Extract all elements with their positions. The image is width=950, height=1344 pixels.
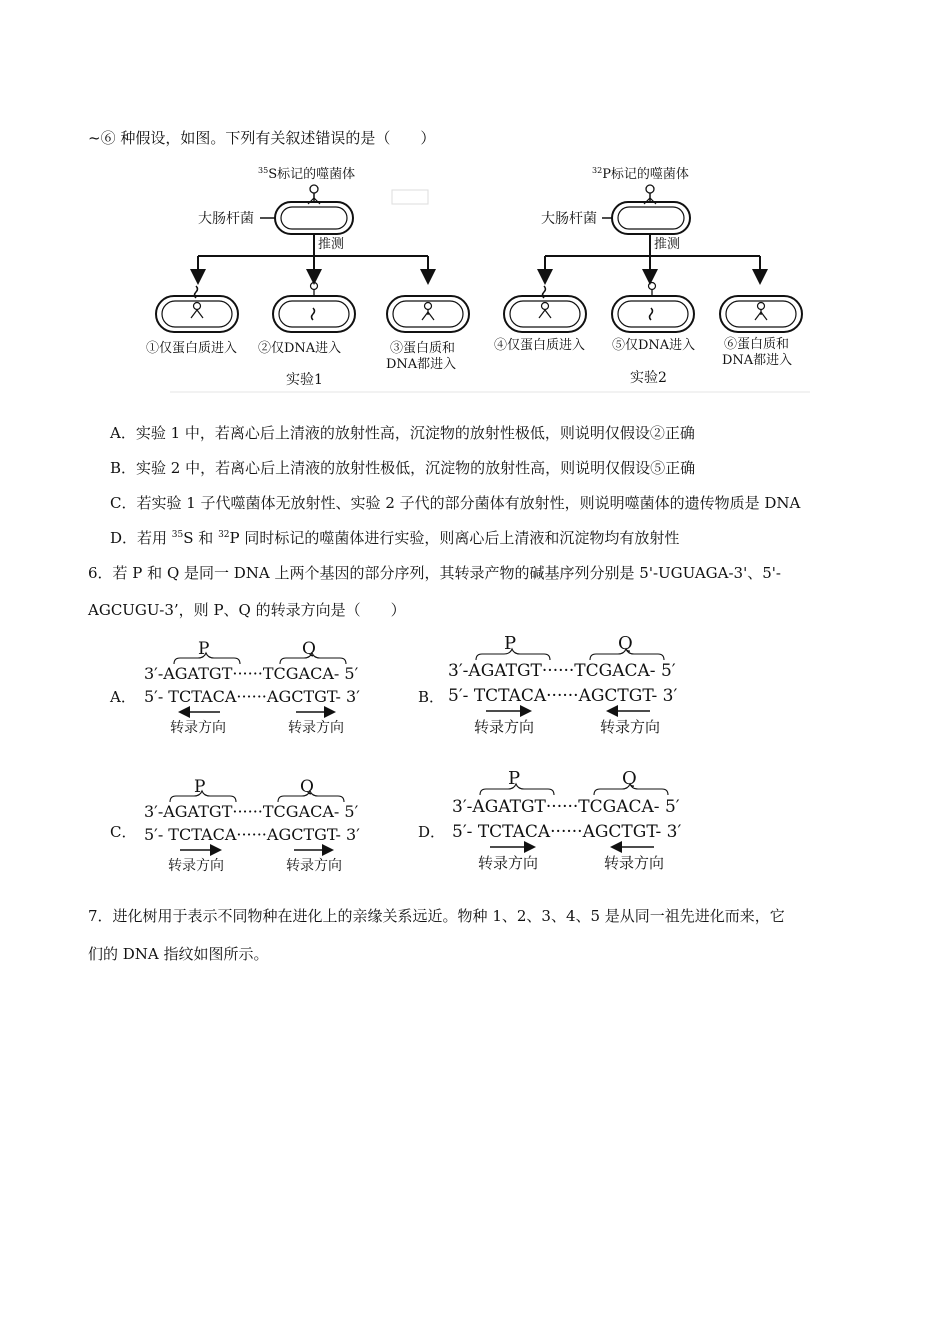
q5-option-d-sup2: 32: [218, 530, 230, 540]
b-gene-p-label: P: [504, 633, 517, 654]
exp1-case-2-cell: [273, 283, 355, 333]
exp2-host-label: 大肠杆菌: [541, 211, 597, 227]
b-top-strand: 3′-AGATGT······TCGACA- 5′: [448, 661, 676, 681]
exp2-case-6-label-line1: ⑥蛋白质和: [724, 337, 790, 352]
exp1-label: S标记的噬菌体: [268, 167, 356, 182]
c-top-strand: 3′-AGATGT······TCGACA- 5′: [144, 802, 359, 821]
exp1-title: 实验1: [286, 372, 323, 388]
exp1-case-1-cell: [156, 286, 238, 332]
q6-option-c-diagram[interactable]: [140, 774, 380, 878]
experiment-1: [146, 166, 469, 388]
q5-option-d-mid: S 和: [183, 529, 219, 547]
exp1-label-sup: 35: [258, 166, 269, 175]
exp1-case-3-cell: [387, 296, 469, 332]
exp2-infer-label: 推测: [654, 237, 681, 252]
q5-option-c[interactable]: C．若实验 1 子代噬菌体无放射性、实验 2 子代的部分菌体有放射性，则说明噬菌体的遗传物质是 DNA: [110, 494, 801, 512]
q6-option-c-label[interactable]: C．: [110, 823, 137, 841]
q6-option-d-diagram[interactable]: [448, 764, 708, 876]
question6-stem-line2: AGCUGU-3’，则 P、Q 的转录方向是（ ）: [88, 601, 406, 619]
exp2-case-5-label: ⑤仅DNA进入: [612, 338, 696, 353]
q5-option-b[interactable]: B．实验 2 中，若离心后上清液的放射性极低，沉淀物的放射性高，则说明仅假设⑤正确: [110, 459, 696, 477]
d-gene-p-label: P: [508, 768, 521, 789]
question5-intro: ~⑥ 种假设，如图。下列有关叙述错误的是（ ）: [88, 129, 436, 147]
exp2-label: P标记的噬菌体: [602, 167, 689, 182]
q6-option-a-label[interactable]: A．: [110, 688, 136, 706]
d-direction-right: 转录方向: [604, 854, 665, 872]
exp2-label-sup: 32: [592, 166, 603, 175]
exp2-title: 实验2: [630, 370, 667, 386]
c-bottom-strand: 5′- TCTACA······AGCTGT- 3′: [144, 825, 360, 844]
d-direction-left: 转录方向: [478, 854, 539, 872]
b-direction-right: 转录方向: [600, 718, 661, 736]
b-direction-left: 转录方向: [474, 718, 535, 736]
exp1-host-label: 大肠杆菌: [198, 211, 254, 227]
exp1-case-2-label: ②仅DNA进入: [258, 341, 342, 356]
q5-option-d-sup1: 35: [171, 530, 184, 540]
q6-option-b-diagram[interactable]: [444, 630, 704, 740]
exp1-case-3-label-line1: ③蛋白质和: [390, 341, 456, 356]
d-top-strand: 3′-AGATGT······TCGACA- 5′: [452, 797, 680, 817]
q6-option-d-label[interactable]: D．: [418, 823, 446, 841]
a-direction-left: 转录方向: [170, 720, 226, 736]
q5-option-d-pre: D．若用: [110, 529, 172, 547]
exp1-infer-label: 推测: [318, 237, 345, 252]
question7-stem-line1: 7．进化树用于表示不同物种在进化上的亲缘关系远近。物种 1、2、3、4、5 是从同一祖先进化而来，它: [88, 907, 785, 925]
b-gene-q-label: Q: [618, 633, 633, 654]
q6-option-b-label[interactable]: B．: [418, 688, 445, 706]
q5-option-d[interactable]: [110, 528, 679, 548]
q5-option-a[interactable]: A．实验 1 中，若离心后上清液的放射性高，沉淀物的放射性极低，则说明仅假设②正确: [110, 424, 695, 442]
a-top-strand: 3′-AGATGT······TCGACA- 5′: [144, 664, 359, 683]
a-bottom-strand: 5′- TCTACA······AGCTGT- 3′: [144, 687, 360, 706]
exp2-case-4-label: ④仅蛋白质进入: [494, 338, 586, 353]
c-gene-p-label: P: [194, 777, 206, 797]
a-gene-q-label: Q: [302, 639, 316, 659]
b-bottom-strand: 5′- TCTACA······AGCTGT- 3′: [448, 686, 678, 706]
d-bottom-strand: 5′- TCTACA······AGCTGT- 3′: [452, 822, 682, 842]
exp2-case-6-cell: [720, 296, 802, 332]
exp1-case-1-label: ①仅蛋白质进入: [146, 341, 238, 356]
question6-stem-line1: 6．若 P 和 Q 是同一 DNA 上两个基因的部分序列，其转录产物的碱基序列分别是 5'-UGUAGA-3'、5'-: [88, 564, 781, 582]
exp2-case-6-label-line2: DNA都进入: [722, 353, 793, 368]
phage-experiment-figure: [140, 160, 820, 400]
d-gene-q-label: Q: [622, 768, 637, 789]
question7-stem-line2: 们的 DNA 指纹如图所示。: [88, 945, 269, 963]
a-direction-right: 转录方向: [288, 720, 344, 736]
exp1-case-3-label-line2: DNA都进入: [386, 357, 457, 372]
exp2-case-4-cell: [504, 286, 586, 332]
c-direction-left: 转录方向: [168, 858, 224, 874]
exp2-case-5-cell: [612, 283, 694, 333]
a-gene-p-label: P: [198, 639, 210, 659]
svg-text:35S标记的噬菌体: [258, 166, 355, 182]
q5-option-d-post: P 同时标记的噬菌体进行实验，则离心后上清液和沉淀物均有放射性: [229, 529, 680, 547]
c-gene-q-label: Q: [300, 777, 314, 797]
experiment-2: [494, 166, 802, 386]
c-direction-right: 转录方向: [286, 858, 342, 874]
svg-text:32P标记的噬菌体: [592, 166, 689, 182]
q6-option-a-diagram[interactable]: [140, 636, 380, 740]
